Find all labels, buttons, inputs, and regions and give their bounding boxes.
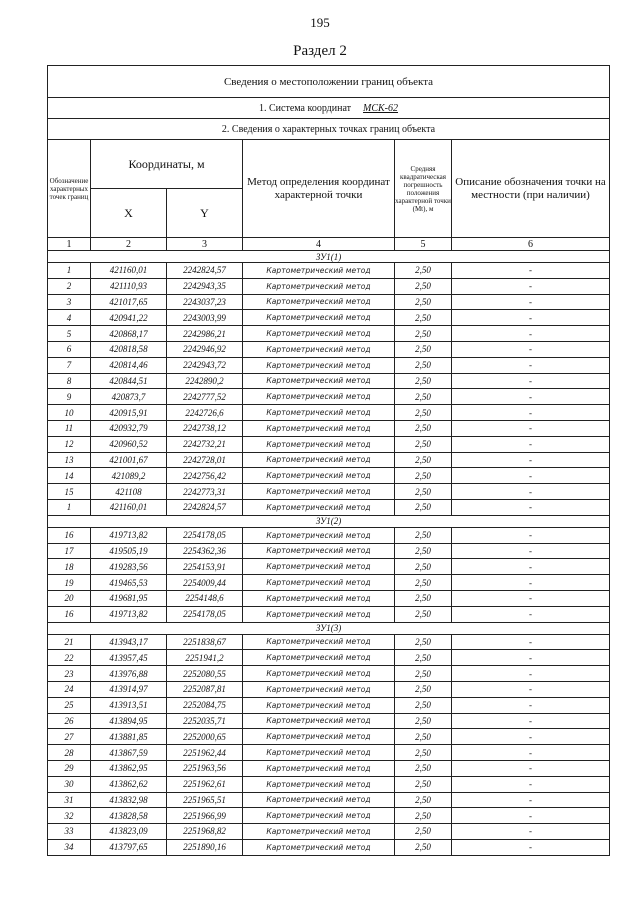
table-row	[48, 310, 610, 326]
method-cell: Картометрический метод	[243, 745, 395, 761]
precision-cell: 2,50	[395, 341, 452, 357]
group-name: ЗУ1(2)	[48, 515, 610, 527]
method-cell: Картометрический метод	[243, 792, 395, 808]
y-coordinate-cell: 2252035,71	[167, 713, 243, 729]
table-row	[48, 713, 610, 729]
description-cell: -	[452, 792, 610, 808]
method-cell: Картометрический метод	[243, 776, 395, 792]
y-coordinate-cell: 2242824,57	[167, 263, 243, 279]
description-cell: -	[452, 590, 610, 606]
method-cell: Картометрический метод	[243, 559, 395, 575]
method-cell: Картометрический метод	[243, 697, 395, 713]
x-coordinate-cell: 421110,93	[91, 278, 167, 294]
point-name-cell: 2	[48, 278, 91, 294]
method-cell: Картометрический метод	[243, 499, 395, 515]
table-row	[48, 436, 610, 452]
point-name-cell: 26	[48, 713, 91, 729]
y-coordinate-cell: 2242890,2	[167, 373, 243, 389]
precision-cell: 2,50	[395, 697, 452, 713]
column-number-row	[48, 238, 610, 251]
description-cell: -	[452, 499, 610, 515]
description-cell: -	[452, 294, 610, 310]
method-cell: Картометрический метод	[243, 650, 395, 666]
point-name-cell: 16	[48, 606, 91, 622]
precision-cell: 2,50	[395, 373, 452, 389]
x-coordinate-cell: 413832,98	[91, 792, 167, 808]
table-row	[48, 373, 610, 389]
point-name-cell: 5	[48, 326, 91, 342]
table-row	[48, 792, 610, 808]
page-number: 195	[310, 15, 330, 30]
precision-cell: 2,50	[395, 824, 452, 840]
points-heading: 2. Сведения о характерных точках границ объекта	[48, 119, 610, 140]
point-name-cell: 18	[48, 559, 91, 575]
boundary-table	[47, 65, 610, 856]
precision-cell: 2,50	[395, 357, 452, 373]
x-coordinate-cell: 421108	[91, 484, 167, 500]
method-cell: Картометрический метод	[243, 543, 395, 559]
y-coordinate-cell: 2254148,6	[167, 590, 243, 606]
group-name: ЗУ1(3)	[48, 622, 610, 634]
table-row	[48, 294, 610, 310]
method-cell: Картометрический метод	[243, 634, 395, 650]
x-coordinate-cell: 421001,67	[91, 452, 167, 468]
method-cell: Картометрический метод	[243, 484, 395, 500]
y-coordinate-cell: 2242732,21	[167, 436, 243, 452]
point-name-cell: 21	[48, 634, 91, 650]
point-name-cell: 22	[48, 650, 91, 666]
method-cell: Картометрический метод	[243, 681, 395, 697]
method-cell: Картометрический метод	[243, 527, 395, 543]
y-coordinate-cell: 2242777,52	[167, 389, 243, 405]
method-cell: Картометрический метод	[243, 760, 395, 776]
description-cell: -	[452, 681, 610, 697]
point-name-cell: 11	[48, 420, 91, 436]
description-cell: -	[452, 326, 610, 342]
y-coordinate-cell: 2251962,61	[167, 776, 243, 792]
column-number: 6	[452, 238, 610, 251]
y-coordinate-cell: 2254362,36	[167, 543, 243, 559]
description-cell: -	[452, 263, 610, 279]
precision-cell: 2,50	[395, 590, 452, 606]
x-coordinate-cell: 413976,88	[91, 666, 167, 682]
table-row	[48, 666, 610, 682]
description-cell: -	[452, 543, 610, 559]
precision-cell: 2,50	[395, 808, 452, 824]
description-cell: -	[452, 341, 610, 357]
table-row	[48, 405, 610, 421]
description-cell: -	[452, 729, 610, 745]
column-number: 1	[48, 238, 91, 251]
precision-cell: 2,50	[395, 420, 452, 436]
y-coordinate-cell: 2242946,92	[167, 341, 243, 357]
table-row	[48, 559, 610, 575]
method-cell: Картометрический метод	[243, 666, 395, 682]
y-coordinate-cell: 2242986,21	[167, 326, 243, 342]
group-row	[48, 515, 610, 527]
table-row	[48, 389, 610, 405]
method-cell: Картометрический метод	[243, 278, 395, 294]
header-x: X	[91, 189, 167, 238]
table-row	[48, 484, 610, 500]
y-coordinate-cell: 2242728,01	[167, 452, 243, 468]
y-coordinate-cell: 2252087,81	[167, 681, 243, 697]
header-point-name: Обозначение характерных точек границ	[48, 140, 91, 238]
point-name-cell: 8	[48, 373, 91, 389]
precision-cell: 2,50	[395, 559, 452, 575]
point-name-cell: 27	[48, 729, 91, 745]
point-name-cell: 20	[48, 590, 91, 606]
method-cell: Картометрический метод	[243, 341, 395, 357]
point-name-cell: 34	[48, 839, 91, 855]
x-coordinate-cell: 413943,17	[91, 634, 167, 650]
method-cell: Картометрический метод	[243, 839, 395, 855]
point-name-cell: 32	[48, 808, 91, 824]
x-coordinate-cell: 419713,82	[91, 606, 167, 622]
table-row	[48, 263, 610, 279]
precision-cell: 2,50	[395, 310, 452, 326]
precision-cell: 2,50	[395, 792, 452, 808]
description-cell: -	[452, 357, 610, 373]
point-name-cell: 23	[48, 666, 91, 682]
y-coordinate-cell: 2251963,56	[167, 760, 243, 776]
point-name-cell: 17	[48, 543, 91, 559]
precision-cell: 2,50	[395, 294, 452, 310]
x-coordinate-cell: 413913,51	[91, 697, 167, 713]
method-cell: Картометрический метод	[243, 436, 395, 452]
y-coordinate-cell: 2254153,91	[167, 559, 243, 575]
x-coordinate-cell: 421160,01	[91, 499, 167, 515]
column-number: 4	[243, 238, 395, 251]
description-cell: -	[452, 776, 610, 792]
table-row	[48, 606, 610, 622]
y-coordinate-cell: 2242943,72	[167, 357, 243, 373]
table-row	[48, 341, 610, 357]
description-cell: -	[452, 405, 610, 421]
point-name-cell: 7	[48, 357, 91, 373]
precision-cell: 2,50	[395, 606, 452, 622]
x-coordinate-cell: 420868,17	[91, 326, 167, 342]
description-cell: -	[452, 436, 610, 452]
precision-cell: 2,50	[395, 681, 452, 697]
point-name-cell: 10	[48, 405, 91, 421]
y-coordinate-cell: 2251966,99	[167, 808, 243, 824]
precision-cell: 2,50	[395, 575, 452, 591]
table-row	[48, 357, 610, 373]
precision-cell: 2,50	[395, 484, 452, 500]
precision-cell: 2,50	[395, 839, 452, 855]
precision-cell: 2,50	[395, 760, 452, 776]
method-cell: Картометрический метод	[243, 357, 395, 373]
x-coordinate-cell: 420915,91	[91, 405, 167, 421]
table-row	[48, 650, 610, 666]
table-row	[48, 824, 610, 840]
y-coordinate-cell: 2243003,99	[167, 310, 243, 326]
description-cell: -	[452, 606, 610, 622]
y-coordinate-cell: 2251941,2	[167, 650, 243, 666]
x-coordinate-cell: 413914,97	[91, 681, 167, 697]
x-coordinate-cell: 413797,65	[91, 839, 167, 855]
y-coordinate-cell: 2242943,35	[167, 278, 243, 294]
precision-cell: 2,50	[395, 634, 452, 650]
point-name-cell: 15	[48, 484, 91, 500]
precision-cell: 2,50	[395, 452, 452, 468]
table-row	[48, 527, 610, 543]
precision-cell: 2,50	[395, 713, 452, 729]
group-row	[48, 251, 610, 263]
description-cell: -	[452, 575, 610, 591]
description-cell: -	[452, 634, 610, 650]
precision-cell: 2,50	[395, 745, 452, 761]
table-row	[48, 452, 610, 468]
table-row	[48, 326, 610, 342]
description-cell: -	[452, 824, 610, 840]
column-number: 5	[395, 238, 452, 251]
method-cell: Картометрический метод	[243, 606, 395, 622]
x-coordinate-cell: 413894,95	[91, 713, 167, 729]
x-coordinate-cell: 421089,2	[91, 468, 167, 484]
x-coordinate-cell: 413881,85	[91, 729, 167, 745]
method-cell: Картометрический метод	[243, 326, 395, 342]
method-cell: Картометрический метод	[243, 420, 395, 436]
y-coordinate-cell: 2242773,31	[167, 484, 243, 500]
method-cell: Картометрический метод	[243, 263, 395, 279]
description-cell: -	[452, 808, 610, 824]
x-coordinate-cell: 420814,46	[91, 357, 167, 373]
x-coordinate-cell: 419713,82	[91, 527, 167, 543]
point-name-cell: 19	[48, 575, 91, 591]
precision-cell: 2,50	[395, 468, 452, 484]
precision-cell: 2,50	[395, 543, 452, 559]
x-coordinate-cell: 420932,79	[91, 420, 167, 436]
table-row	[48, 681, 610, 697]
description-cell: -	[452, 484, 610, 500]
point-name-cell: 1	[48, 263, 91, 279]
x-coordinate-cell: 413828,58	[91, 808, 167, 824]
coord-system-label: 1. Система координат	[259, 102, 352, 114]
x-coordinate-cell: 419505,19	[91, 543, 167, 559]
method-cell: Картометрический метод	[243, 713, 395, 729]
precision-cell: 2,50	[395, 499, 452, 515]
description-cell: -	[452, 527, 610, 543]
method-cell: Картометрический метод	[243, 729, 395, 745]
description-cell: -	[452, 468, 610, 484]
point-name-cell: 1	[48, 499, 91, 515]
y-coordinate-cell: 2243037,23	[167, 294, 243, 310]
method-cell: Картометрический метод	[243, 575, 395, 591]
description-cell: -	[452, 310, 610, 326]
y-coordinate-cell: 2242756,42	[167, 468, 243, 484]
description-cell: -	[452, 373, 610, 389]
table-row	[48, 839, 610, 855]
x-coordinate-cell: 413867,59	[91, 745, 167, 761]
description-cell: -	[452, 650, 610, 666]
description-cell: -	[452, 420, 610, 436]
header-method: Метод определения координат характерной точки	[243, 140, 395, 238]
description-cell: -	[452, 713, 610, 729]
x-coordinate-cell: 419681,95	[91, 590, 167, 606]
x-coordinate-cell: 413862,62	[91, 776, 167, 792]
point-name-cell: 24	[48, 681, 91, 697]
group-name: ЗУ1(1)	[48, 251, 610, 263]
table-row	[48, 543, 610, 559]
y-coordinate-cell: 2251962,44	[167, 745, 243, 761]
method-cell: Картометрический метод	[243, 294, 395, 310]
point-name-cell: 30	[48, 776, 91, 792]
table-row	[48, 278, 610, 294]
precision-cell: 2,50	[395, 436, 452, 452]
x-coordinate-cell: 419465,53	[91, 575, 167, 591]
x-coordinate-cell: 420960,52	[91, 436, 167, 452]
x-coordinate-cell: 419283,56	[91, 559, 167, 575]
description-cell: -	[452, 389, 610, 405]
table-row	[48, 729, 610, 745]
precision-cell: 2,50	[395, 776, 452, 792]
header-precision: Средняя квадратическая погрешность положения характерной точки (Mt), м	[395, 140, 452, 238]
table-row	[48, 575, 610, 591]
method-cell: Картометрический метод	[243, 808, 395, 824]
description-cell: -	[452, 839, 610, 855]
description-cell: -	[452, 760, 610, 776]
point-name-cell: 14	[48, 468, 91, 484]
method-cell: Картометрический метод	[243, 373, 395, 389]
x-coordinate-cell: 420941,22	[91, 310, 167, 326]
description-cell: -	[452, 745, 610, 761]
method-cell: Картометрический метод	[243, 590, 395, 606]
y-coordinate-cell: 2254178,05	[167, 606, 243, 622]
x-coordinate-cell: 420873,7	[91, 389, 167, 405]
method-cell: Картометрический метод	[243, 405, 395, 421]
precision-cell: 2,50	[395, 278, 452, 294]
x-coordinate-cell: 421017,65	[91, 294, 167, 310]
header-description: Описание обозначения точки на местности (при наличии)	[452, 140, 610, 238]
y-coordinate-cell: 2252084,75	[167, 697, 243, 713]
method-cell: Картометрический метод	[243, 468, 395, 484]
column-number: 3	[167, 238, 243, 251]
table-row	[48, 776, 610, 792]
table-row	[48, 420, 610, 436]
point-name-cell: 4	[48, 310, 91, 326]
x-coordinate-cell: 421160,01	[91, 263, 167, 279]
table-row	[48, 468, 610, 484]
method-cell: Картометрический метод	[243, 310, 395, 326]
description-cell: -	[452, 697, 610, 713]
point-name-cell: 29	[48, 760, 91, 776]
y-coordinate-cell: 2242824,57	[167, 499, 243, 515]
method-cell: Картометрический метод	[243, 824, 395, 840]
point-name-cell: 9	[48, 389, 91, 405]
description-cell: -	[452, 452, 610, 468]
y-coordinate-cell: 2242726,6	[167, 405, 243, 421]
coord-system-value: МСК-62	[363, 102, 399, 114]
precision-cell: 2,50	[395, 326, 452, 342]
y-coordinate-cell: 2254178,05	[167, 527, 243, 543]
table-row	[48, 499, 610, 515]
coord-system-row	[48, 98, 610, 119]
y-coordinate-cell: 2251968,82	[167, 824, 243, 840]
point-name-cell: 28	[48, 745, 91, 761]
precision-cell: 2,50	[395, 389, 452, 405]
precision-cell: 2,50	[395, 729, 452, 745]
x-coordinate-cell: 413862,95	[91, 760, 167, 776]
y-coordinate-cell: 2242738,12	[167, 420, 243, 436]
precision-cell: 2,50	[395, 666, 452, 682]
point-name-cell: 33	[48, 824, 91, 840]
precision-cell: 2,50	[395, 650, 452, 666]
method-cell: Картометрический метод	[243, 452, 395, 468]
table-row	[48, 760, 610, 776]
section-title: Раздел 2	[293, 43, 347, 59]
x-coordinate-cell: 420844,51	[91, 373, 167, 389]
header-coords: Координаты, м	[91, 140, 243, 189]
point-name-cell: 13	[48, 452, 91, 468]
y-coordinate-cell: 2252000,65	[167, 729, 243, 745]
description-cell: -	[452, 666, 610, 682]
x-coordinate-cell: 420818,58	[91, 341, 167, 357]
table-row	[48, 697, 610, 713]
precision-cell: 2,50	[395, 263, 452, 279]
point-name-cell: 3	[48, 294, 91, 310]
column-number: 2	[91, 238, 167, 251]
table-row	[48, 590, 610, 606]
point-name-cell: 6	[48, 341, 91, 357]
y-coordinate-cell: 2251890,16	[167, 839, 243, 855]
description-cell: -	[452, 278, 610, 294]
header-y: Y	[167, 189, 243, 238]
point-name-cell: 31	[48, 792, 91, 808]
table-row	[48, 808, 610, 824]
method-cell: Картометрический метод	[243, 389, 395, 405]
y-coordinate-cell: 2251838,67	[167, 634, 243, 650]
y-coordinate-cell: 2252080,55	[167, 666, 243, 682]
point-name-cell: 16	[48, 527, 91, 543]
point-name-cell: 12	[48, 436, 91, 452]
precision-cell: 2,50	[395, 405, 452, 421]
table-row	[48, 745, 610, 761]
point-name-cell: 25	[48, 697, 91, 713]
x-coordinate-cell: 413823,09	[91, 824, 167, 840]
precision-cell: 2,50	[395, 527, 452, 543]
table-title: Сведения о местоположении границ объекта	[48, 66, 610, 98]
x-coordinate-cell: 413957,45	[91, 650, 167, 666]
description-cell: -	[452, 559, 610, 575]
y-coordinate-cell: 2254009,44	[167, 575, 243, 591]
y-coordinate-cell: 2251965,51	[167, 792, 243, 808]
group-row	[48, 622, 610, 634]
table-row	[48, 634, 610, 650]
